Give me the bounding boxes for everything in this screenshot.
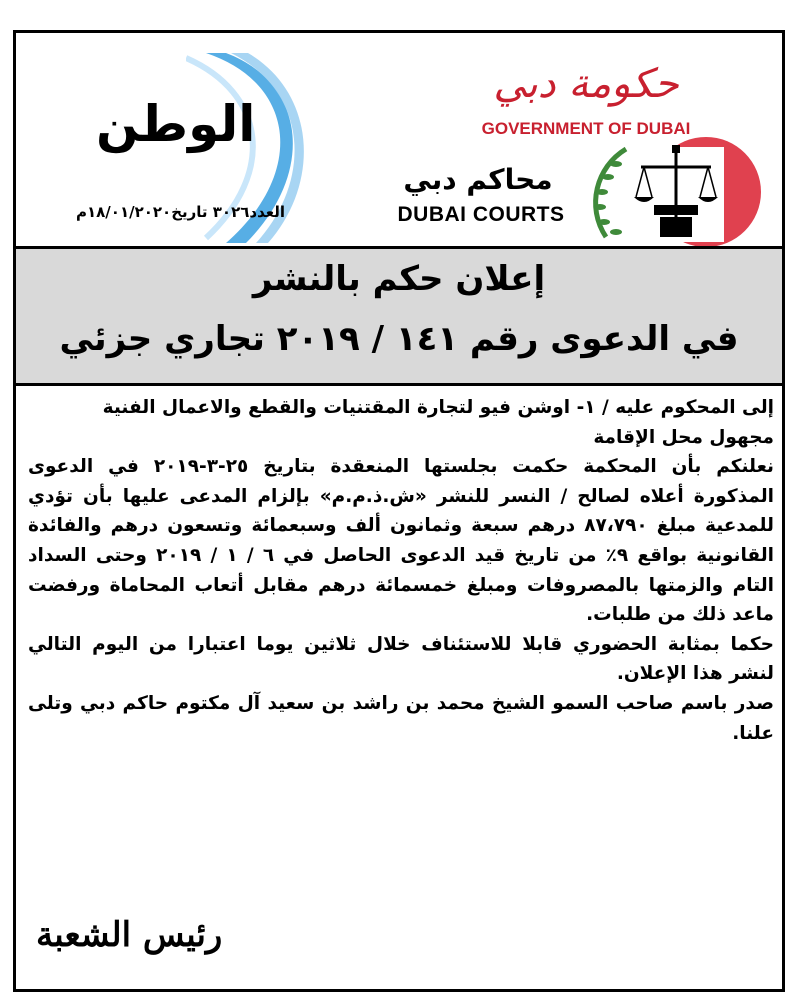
newspaper-logo: الوطن bbox=[96, 95, 256, 153]
issuance-paragraph: صدر باسم صاحب السمو الشيخ محمد بن راشد بن سعيد آل مكتوم حاكم دبي وتلى علنا. bbox=[28, 692, 774, 744]
courts-name-english: DUBAI COURTS bbox=[397, 203, 565, 226]
defendant-paragraph: إلى المحكوم عليه / ١- اوشن فيو لتجارة المقتنيات والقطع والاعمال الفنية bbox=[102, 397, 774, 418]
signature: رئيس الشعبة bbox=[36, 915, 223, 955]
government-logo-english: GOVERNMENT OF DUBAI bbox=[481, 119, 691, 138]
scales-of-justice-icon bbox=[586, 137, 776, 247]
issue-date: العدد٣٠٢٦ تاريخ١٨/٠١/٢٠٢٠م bbox=[76, 203, 286, 221]
announcement-title: إعلان حكم بالنشر bbox=[252, 259, 546, 299]
announcement-body bbox=[28, 393, 774, 748]
case-number-title: في الدعوى رقم ١٤١ / ٢٠١٩ تجاري جزئي bbox=[59, 319, 739, 359]
title-banner bbox=[16, 246, 782, 386]
judgment-paragraph: نعلنكم بأن المحكمة حكمت بجلستها المنعقدة بتاريخ ٢٥-٣-٢٠١٩ في الدعوى المذكورة أعلاه لصالح / النسر للنشر «ش.ذ.م.م» بإلزام المدعى عليها بأن تؤدي للمدعية مبلغ ٨٧،٧٩٠ درهم سبعة وثمانون ألف وسبعمائة وتسعون درهم والفائدة القانونية بواقع ٩٪ من تاريخ قيد الدعوى الحاصل في ٦ / ١ / ٢٠١٩ وحتى السداد التام والزمتها بالمصروفات ومبلغ خمسمائة درهم مقابل أتعاب المحاماة ورفضت ماعد ذلك من طلبات. bbox=[28, 456, 775, 626]
residence-paragraph: مجهول محل الإقامة bbox=[593, 426, 774, 448]
appeal-paragraph: حكما بمثابة الحضوري قابلا للاستئناف خلال ثلاثين يوما اعتبارا من اليوم التالي لنشر هذا الإعلان. bbox=[28, 633, 774, 685]
government-logo-arabic: حكومة دبي bbox=[493, 61, 679, 107]
header bbox=[16, 33, 782, 246]
announcement-frame bbox=[13, 30, 785, 992]
courts-name-arabic: محاكم دبي bbox=[403, 163, 553, 196]
